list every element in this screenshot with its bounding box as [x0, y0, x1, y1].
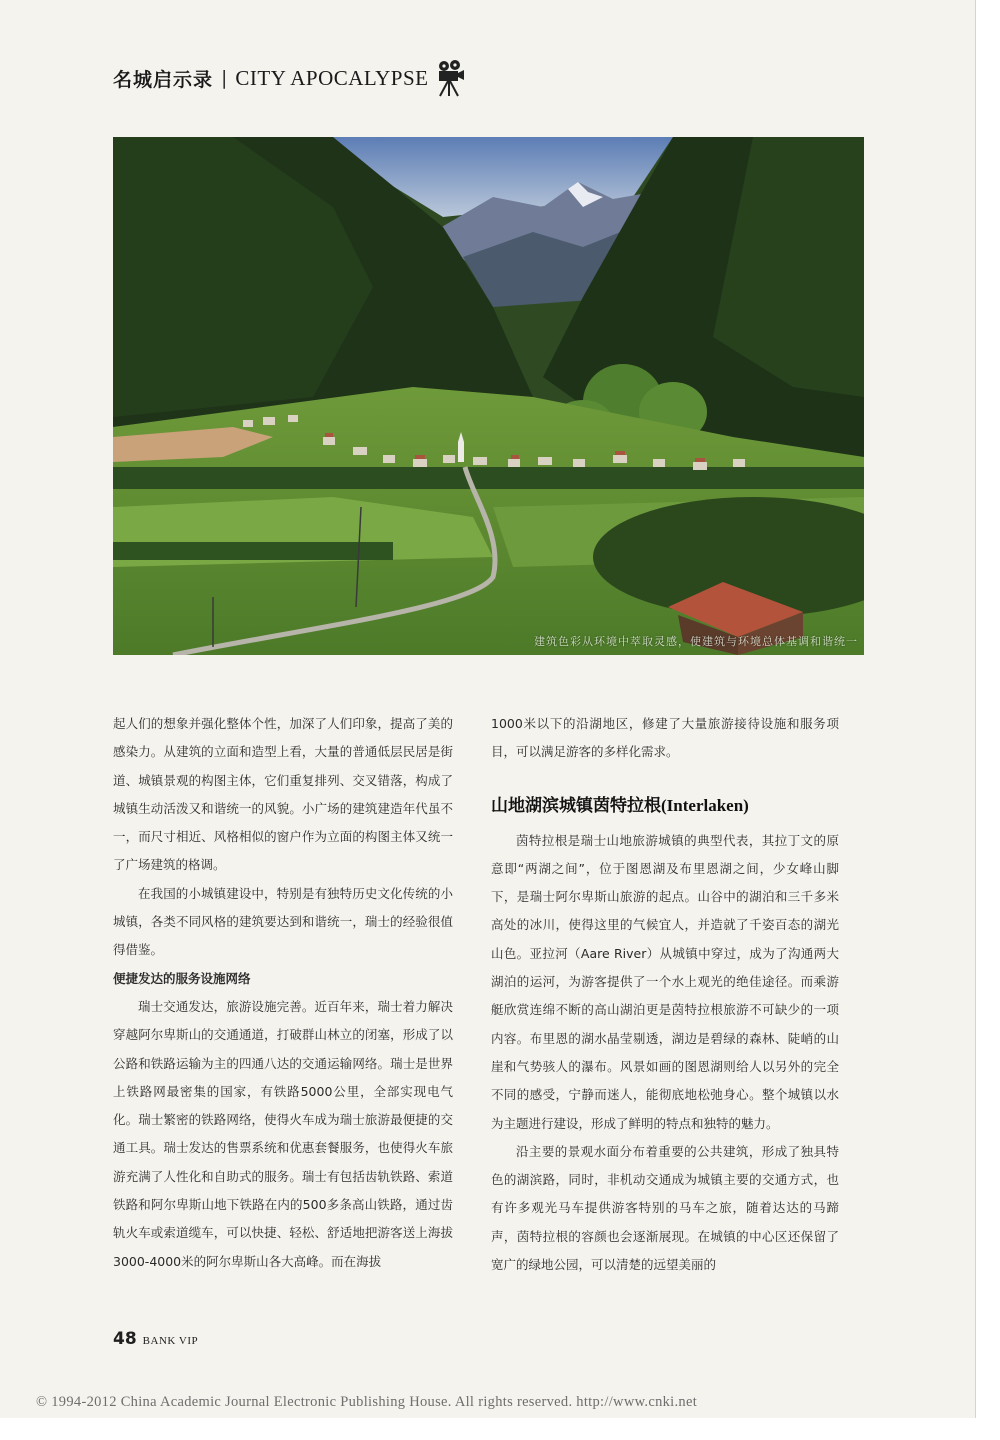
page-number: 48: [113, 1329, 137, 1349]
section-title: 山地湖滨城镇茵特拉根(Interlaken): [491, 795, 749, 815]
right-text-column: [491, 710, 839, 1279]
body-paragraph: 茵特拉根是瑞士山地旅游城镇的典型代表，其拉丁文的原意即“两湖之间”，位于图恩湖及布里恩湖之间，少女峰山脚下，是瑞士阿尔卑斯山旅游的起点。山谷中的湖泊和三千多米高处的冰川，使得这里的气候宜人，并造就了千姿百态的湖光山色。亚拉河（Aare River）从城镇中穿过，成为了沟通两大湖泊的运河，为游客提供了一个水上观光的绝佳途径。而乘游艇欣赏连绵不断的高山湖泊更是茵特拉根旅游不可缺少的一项内容。布里恩的湖水晶莹剔透，湖边是碧绿的森林、陡峭的山崖和气势骇人的瀑布。风景如画的图恩湖则给人以另外的完全不同的感受，宁静而迷人，能彻底地松弛身心。整个城镇以水为主题进行建设，形成了鲜明的特点和独特的魅力。: [491, 832, 839, 1131]
body-paragraph: 在我国的小城镇建设中，特别是有独特历史文化传统的小城镇，各类不同风格的建筑要达到和谐统一，瑞士的经验很值得借鉴。: [113, 885, 453, 958]
column-header: [113, 58, 465, 98]
film-camera-icon: [435, 59, 465, 97]
photo-caption: 建筑色彩从环境中萃取灵感，使建筑与环境总体基调和谐统一: [534, 635, 858, 648]
body-paragraph: 沿主要的景观水面分布着重要的公共建筑，形成了独具特色的湖滨路，同时，非机动交通成为城镇主要的交通方式，也有许多观光马车提供游客特别的马车之旅，随着达达的马蹄声，茵特拉根的容颜也会逐渐展现。在城镇的中心区还保留了宽广的绿地公园，可以清楚的远望美丽的: [491, 1143, 839, 1273]
body-paragraph: 瑞士交通发达，旅游设施完善。近百年来，瑞士着力解决穿越阿尔卑斯山的交通通道，打破群山林立的闭塞，形成了以公路和铁路运输为主的四通八达的交通运输网络。瑞士是世界上铁路网最密集的国家，有铁路5000公里，全部实现电气化。瑞士繁密的铁路网络，使得火车成为瑞士旅游最便捷的交通工具。瑞士发达的售票系统和优惠套餐服务，也使得火车旅游充满了人性化和自助式的服务。瑞士有包括齿轨铁路、索道铁路和阿尔卑斯山地下铁路在内的500多条高山铁路，通过齿轨火车或索道缆车，可以快捷、轻松、舒适地把游客送上海拔3000-4000米的阿尔卑斯山各大高峰。而在海拔: [113, 998, 453, 1269]
body-paragraph: 起人们的想象并强化整体个性，加深了人们印象，提高了美的感染力。从建筑的立面和造型上看，大量的普通低层民居是街道、城镇景观的构图主体，它们重复排列、交叉错落，构成了城镇生动活泼又和谐统一的风貌。小广场的建筑建造年代虽不一，而尺寸相近、风格相似的窗户作为立面的构图主体又统一了广场建筑的格调。: [113, 716, 453, 873]
copyright-footer: © 1994-2012 China Academic Journal Electronic Publishing House. All rights reserved. http://www.cnki.net: [36, 1394, 698, 1410]
column-title-chinese: 名城启示录: [113, 68, 214, 91]
alpine-valley-village-photo: [113, 137, 864, 655]
header-separator: |: [221, 67, 228, 89]
section-subheading: 便捷发达的服务设施网络: [113, 970, 251, 986]
magazine-name: BANK VIP: [142, 1335, 199, 1347]
page-folio: [113, 1329, 198, 1349]
body-paragraph: 1000米以下的沿湖地区，修建了大量旅游接待设施和服务项目，可以满足游客的多样化需求。: [491, 716, 839, 760]
column-title-english: CITY APOCALYPSE: [235, 65, 429, 90]
left-text-column: [113, 710, 453, 1276]
